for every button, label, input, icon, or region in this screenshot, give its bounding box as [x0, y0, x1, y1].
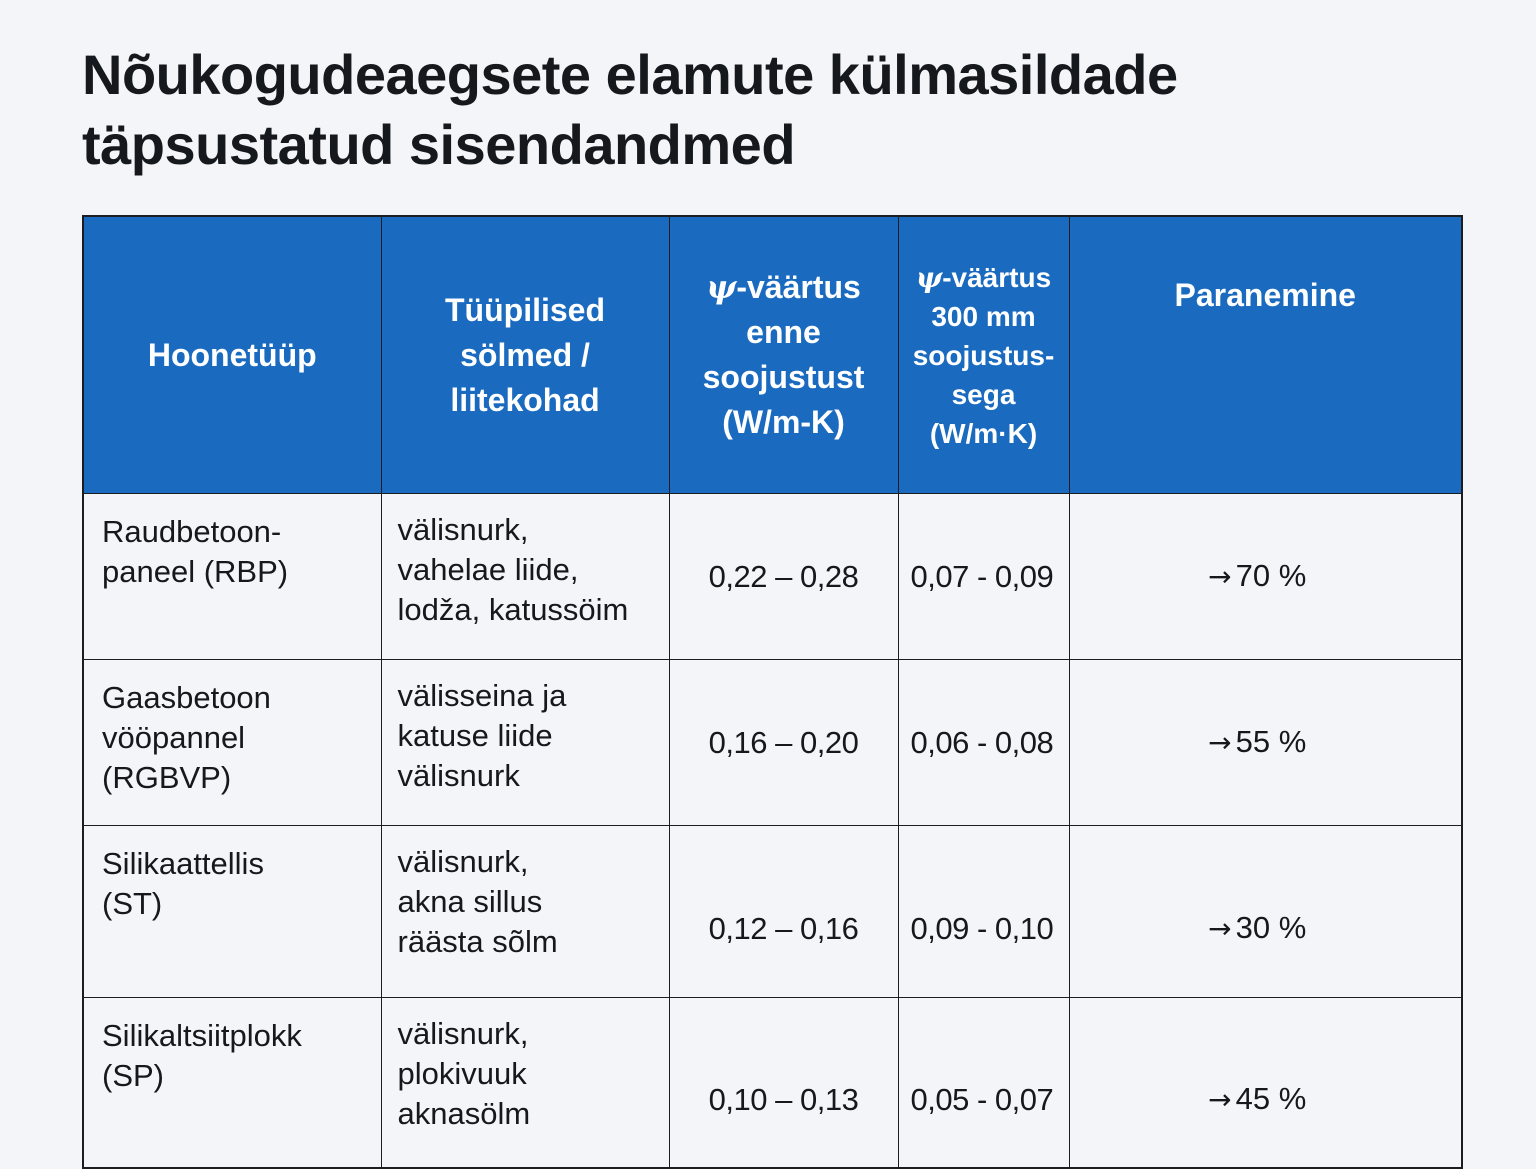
psi-symbol: ψ: [706, 268, 737, 306]
arrow-right-icon: →: [1208, 1083, 1232, 1116]
cell-psi-before: 0,16 – 0,20: [669, 660, 898, 826]
cell-typical-nodes: välisnurk, vahelae liide, lodža, katussöim: [381, 494, 669, 660]
table-row: [83, 660, 1462, 826]
cell-psi-after: 0,06 - 0,08: [898, 660, 1069, 826]
column-header-building-type: Hoonetüüp: [83, 216, 381, 494]
table-header-row: [83, 216, 1462, 494]
title-line-2: täpsustatud sisendandmed: [82, 113, 796, 176]
page-title: [82, 40, 1382, 180]
column-header-psi-before: ψ-väärtus enne soojustust (W/m-K): [669, 216, 898, 494]
cell-improvement: → 30 %: [1069, 826, 1462, 998]
cell-building-type: Raudbetoon- paneel (RBP): [83, 494, 381, 660]
cell-psi-after: 0,07 - 0,09: [898, 494, 1069, 660]
cell-psi-before: 0,22 – 0,28: [669, 494, 898, 660]
arrow-right-icon: →: [1208, 912, 1232, 945]
cell-building-type: Gaasbetoon vööpannel (RGBVP): [83, 660, 381, 826]
cell-psi-after: 0,05 - 0,07: [898, 998, 1069, 1169]
cell-building-type: Silikaattellis (ST): [83, 826, 381, 998]
psi-symbol: ψ: [915, 260, 943, 294]
cell-psi-before: 0,12 – 0,16: [669, 826, 898, 998]
cell-psi-before: 0,10 – 0,13: [669, 998, 898, 1169]
arrow-right-icon: →: [1208, 726, 1232, 759]
title-line-1: Nõukogudeaegsete elamute külmasildade: [82, 43, 1178, 106]
cell-typical-nodes: välisseina ja katuse liide välisnurk: [381, 660, 669, 826]
cell-typical-nodes: välisnurk, akna sillus räästa sõlm: [381, 826, 669, 998]
cell-typical-nodes: välisnurk, plokivuuk aknasölm: [381, 998, 669, 1169]
column-header-psi-after: ψ-väärtus 300 mm soojustus- sega (W/m·K): [898, 216, 1069, 494]
column-header-typical-nodes: Tüüpilised sölmed / liitekohad: [381, 216, 669, 494]
arrow-right-icon: →: [1208, 560, 1232, 593]
table-row: [83, 998, 1462, 1169]
cell-building-type: Silikaltsiitplokk (SP): [83, 998, 381, 1169]
cell-improvement: → 70 %: [1069, 494, 1462, 660]
table-row: [83, 826, 1462, 998]
column-header-improvement: Paranemine: [1069, 216, 1462, 494]
table-row: [83, 494, 1462, 660]
thermal-bridge-table: [82, 215, 1463, 1169]
cell-psi-after: 0,09 - 0,10: [898, 826, 1069, 998]
cell-improvement: → 55 %: [1069, 660, 1462, 826]
cell-improvement: → 45 %: [1069, 998, 1462, 1169]
